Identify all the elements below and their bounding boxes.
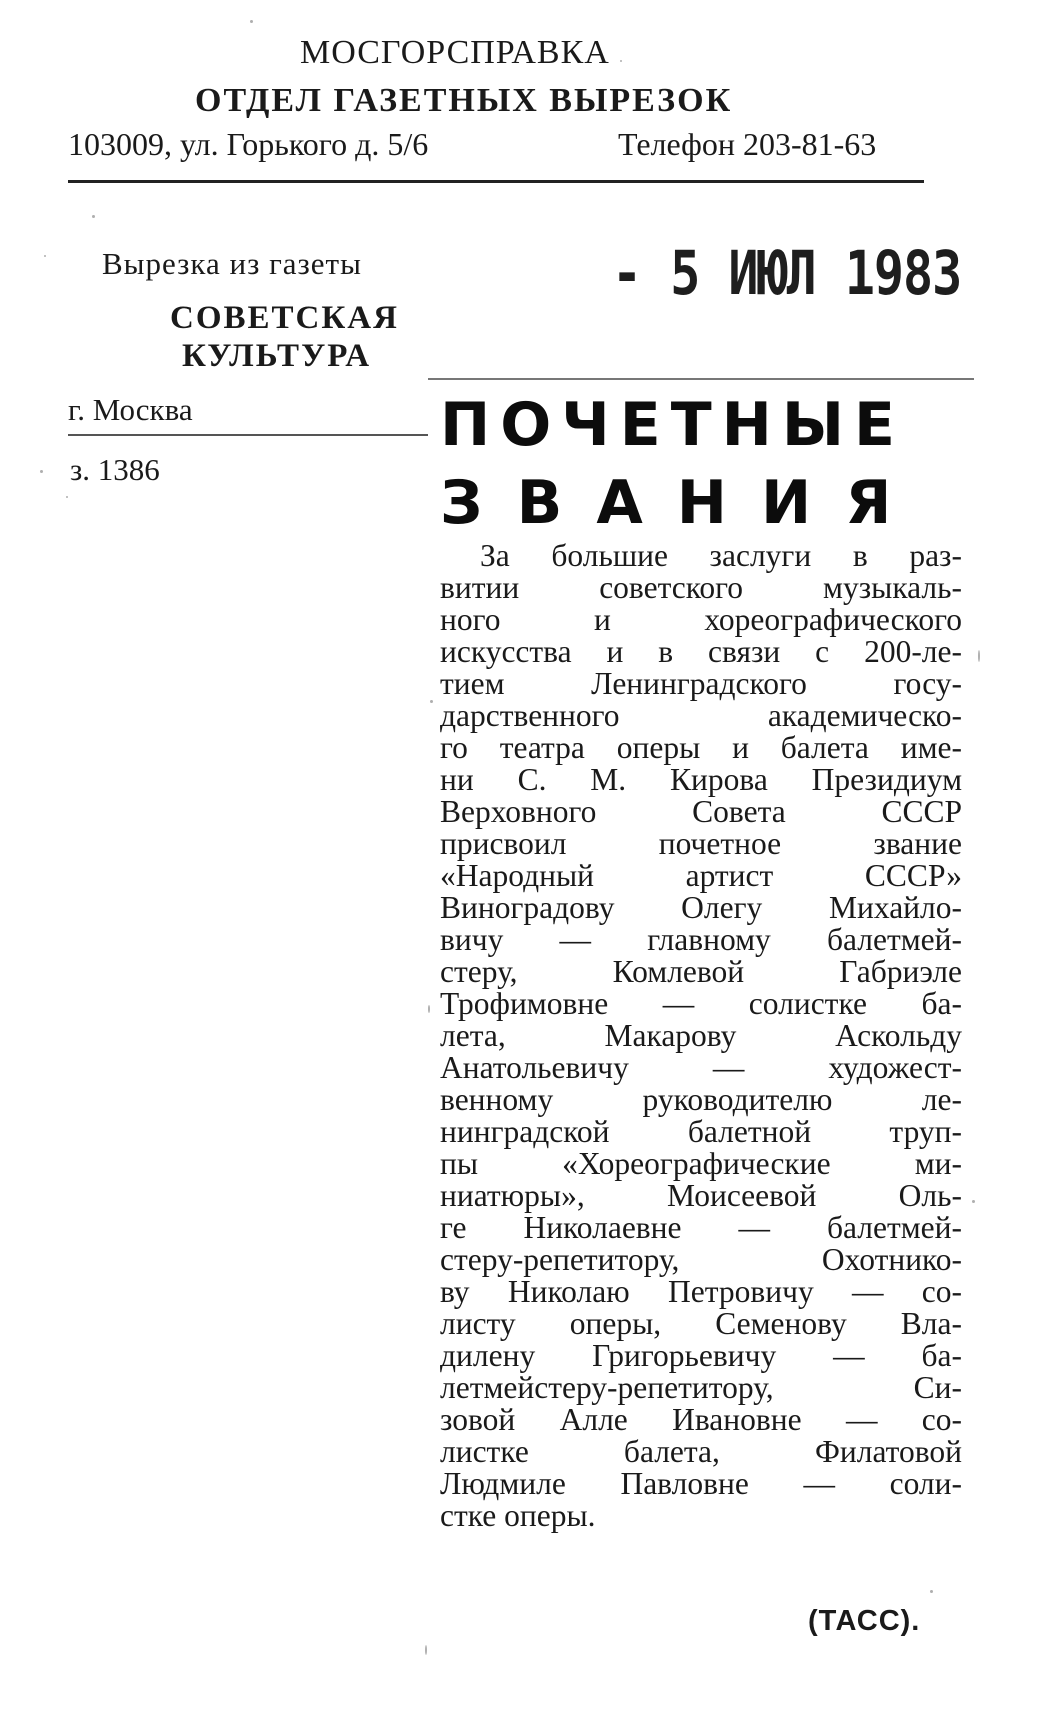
article-line: ни С. М. Кирова Президиум (440, 762, 962, 797)
header-divider (68, 180, 924, 183)
phone: Телефон 203-81-63 (618, 126, 877, 162)
order-number: з. 1386 (70, 452, 160, 487)
article-line: дарственного академическо- (440, 698, 962, 733)
article-line: вичу — главному балетмей- (440, 922, 962, 957)
article-line: листу оперы, Семенову Вла- (440, 1306, 962, 1341)
article-line: За большие заслуги в раз- (480, 538, 962, 573)
article-line: го театра оперы и балета име- (440, 730, 962, 765)
article-line: Трофимовне — солистке ба- (440, 986, 962, 1021)
newspaper-name-line1: СОВЕТСКАЯ (170, 300, 399, 336)
article-line: нинградской балетной труп- (440, 1114, 962, 1149)
article-line: стеру, Комлевой Габриэле (440, 954, 962, 989)
article-line: зовой Алле Ивановне — со- (440, 1402, 962, 1437)
article-line: лета, Макарову Аскольду (440, 1018, 962, 1053)
article-line: ге Николаевне — балетмей- (440, 1210, 962, 1245)
article-line: листке балета, Филатовой (440, 1434, 962, 1469)
article-line: тием Ленинградского госу- (440, 666, 962, 701)
article-line: венному руководителю ле- (440, 1082, 962, 1117)
agency-name: МОСГОРСПРАВКА (300, 34, 610, 71)
news-source: (ТАСС). (808, 1605, 921, 1637)
article-line: Верховного Совета СССР (440, 794, 962, 829)
article-line: пы «Хореографические ми- (440, 1146, 962, 1181)
article-line: Анатольевичу — художест- (440, 1050, 962, 1085)
address-line (68, 126, 877, 163)
clipping-label: Вырезка из газеты (102, 246, 362, 281)
article-line: «Народный артист СССР» (440, 858, 962, 893)
article-body (440, 540, 962, 1532)
article-line: стеру-репетитору, Охотнико- (440, 1242, 962, 1277)
newspaper-name-line2: КУЛЬТУРА (182, 338, 372, 374)
article-line: ниатюры», Моисеевой Оль- (440, 1178, 962, 1213)
date-stamp: - 5 ИЮЛ 1983 (612, 238, 962, 309)
article-line: Людмиле Павловне — соли- (440, 1466, 962, 1501)
article-line: стке оперы. (440, 1498, 596, 1533)
article-line: искусства и в связи с 200-ле- (440, 634, 962, 669)
article-line: дилену Григорьевичу — ба- (440, 1338, 962, 1373)
headline-line2: ЗВАНИЯ (440, 468, 926, 538)
address: 103009, ул. Горького д. 5/6 (68, 126, 429, 162)
article-line: ву Николаю Петровичу — со- (440, 1274, 962, 1309)
city-divider (68, 434, 428, 436)
article-top-rule (428, 378, 974, 380)
city: г. Москва (68, 392, 193, 427)
article-line: летмейстеру-репетитору, Си- (440, 1370, 962, 1405)
headline-line1: ПОЧЕТНЫЕ (440, 390, 905, 460)
department-name: ОТДЕЛ ГАЗЕТНЫХ ВЫРЕЗОК (195, 82, 733, 119)
article-line: Виноградову Олегу Михайло- (440, 890, 962, 925)
article-line: присвоил почетное звание (440, 826, 962, 861)
article-line: витии советского музыкаль- (440, 570, 962, 605)
article-line: ного и хореографического (440, 602, 962, 637)
